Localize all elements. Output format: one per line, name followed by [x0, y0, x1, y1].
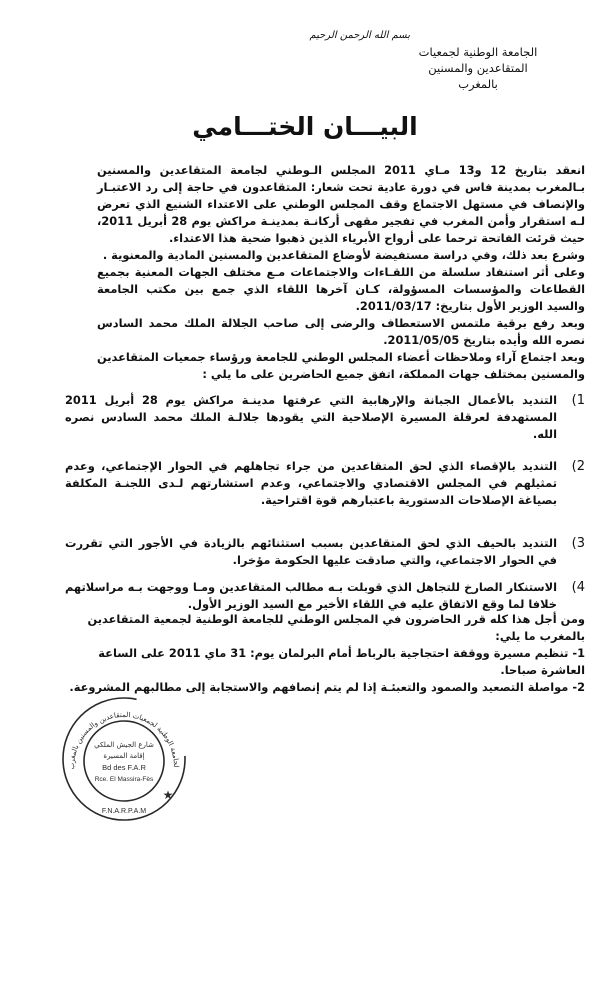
item-number: 1) [571, 393, 585, 408]
list-item [65, 392, 585, 443]
decision-intro: ومن أجل هذا كله قرر الحاضرون في المجلس الوطني للجامعة الوطنية لجمعية المتقاعدين بالمغرب ما يلي: [87, 612, 585, 643]
stamp-inner-line: إقامة المسيرة [103, 752, 145, 760]
item-text: التنديد بالحيف الذي لحق المتقاعدين بسبب استثنائهم بالزيادة في الأجور التي تقررت في الحوار الاجتماعي، والتي صادقت عليها الحكومة مؤخرا. [65, 536, 557, 567]
star-icon: ★ [162, 788, 174, 802]
intro-paragraph: وعلى أثر استنفاد سلسلة من اللقـاءات والاجتماعات مـع مختلف الجهات المعنية بجميع القطاعات والمؤسسات المسؤولة، كـان آخرها اللقاء الذي جمع بين مكتب الجامعة والسيد الوزير الأول بتاريخ: 2011/03/17. [97, 265, 585, 313]
resolution-item: 1- تنظيم مسيرة ووقفة احتجاجية بالرباط أمام البرلمان يوم: 31 ماي 2011 على الساعة العاشرة صباحا. [98, 646, 585, 677]
list-item [65, 535, 585, 569]
intro-paragraph: انعقد بتاريخ 12 و13 مـاي 2011 المجلس الـوطني لجامعة المتقاعدين والمسنين بـالمغرب بمدينة فاس في دورة عادية تحت شعار: المتقاعدون في حاجة إلى رد الاعتبـار والإنصاف في مستهل الاجتماع وقف المجلس الوطني على الاعتداء الشنيع الذي تعرض لـه استقرار وأمن المغرب في تفجير مقهى أركانـة بمدينـة مراكش يوم 28 أبريل 2011، حيث قرئت الفاتحة ترحما على أرواح الأبرياء الذين ذهبوا ضحية هذا الاعتداء. [97, 163, 586, 245]
stamp-outer-text: لجامعة الوطنية لجمعيات المتقاعدين والمسنين بالمغرب [67, 710, 181, 770]
intro-section [97, 162, 585, 383]
decision-section [65, 611, 585, 696]
item-number: 3) [571, 536, 585, 551]
stamp-bottom-text: F.N.A.R.P.A.M [101, 808, 147, 815]
organization-header [418, 44, 538, 92]
stamp-inner-line: Rce. El Massira-Fès [94, 776, 154, 783]
intro-paragraph: وبعد رفع برقية ملتمس الاستعطاف والرضى إلى صاحب الجلالة الملك محمد السادس نصره الله وأيده بتاريخ 2011/05/05. [97, 316, 585, 347]
stamp-inner-line: Bd des F.A.R [102, 763, 146, 772]
org-line: بالمغرب [458, 77, 498, 91]
basmala: بسم الله الرحمن الرحيم [309, 30, 410, 41]
org-line: المتقاعدين والمسنين [428, 61, 528, 75]
item-number: 4) [571, 580, 585, 595]
org-line: الجامعة الوطنية لجمعيات [418, 45, 538, 59]
stamp-inner-ring [84, 721, 164, 801]
item-text: الاستنكار الصارخ للتجاهل الذي قوبلت بـه مطالب المتقاعدين ومـا ووجهت بـه مراسلاتهم خلافا لما وقع الاتفاق عليه في اللقاء الأخير مع السيد الوزير الأول. [65, 580, 557, 611]
item-number: 2) [571, 459, 585, 474]
intro-paragraph: وشرع بعد ذلك، وفي دراسة مستفيضة لأوضاع المتقاعدين والمسنين المادية والمعنوية . [102, 248, 585, 262]
document-title: البيـــان الختـــامي [192, 112, 418, 141]
list-item [65, 579, 585, 613]
stamp-inner-line: شارع الجيش الملكي [94, 741, 154, 749]
official-stamp [60, 695, 188, 823]
item-text: التنديد بالإقصاء الذي لحق المتقاعدين من جراء تجاهلهم في الحوار الإجتماعي، وعدم تمثيلهم في المجلس الاقتصادي والاجتماعي، وعدم استشارتهم لـدى اللجنـة المكلفة بصياغة الإصلاحات الدستورية باعتبارهم قوة اقتراحية. [65, 459, 557, 507]
resolution-item: 2- مواصلة التصعيد والصمود والتعبئـة إذا لم يتم إنصافهم والاستجابة إلى مطالبهم المشروعة. [69, 680, 585, 694]
list-item [65, 458, 585, 509]
item-text: التنديد بالأعمال الجبانة والإرهابية التي عرفتها مدينـة مراكش يوم 28 أبريل 2011 المستهدفة لعرقلة المسيرة الإصلاحية التي يقودها جلالـة الملك محمد السادس نصره الله. [65, 393, 557, 441]
intro-paragraph: وبعد اجتماع آراء وملاحظات أعضاء المجلس الوطني للجامعة ورؤساء جمعيات المتقاعدين والمسنين بمختلف جهات المملكة، اتفق جميع الحاضرين على ما يلي : [97, 350, 585, 381]
